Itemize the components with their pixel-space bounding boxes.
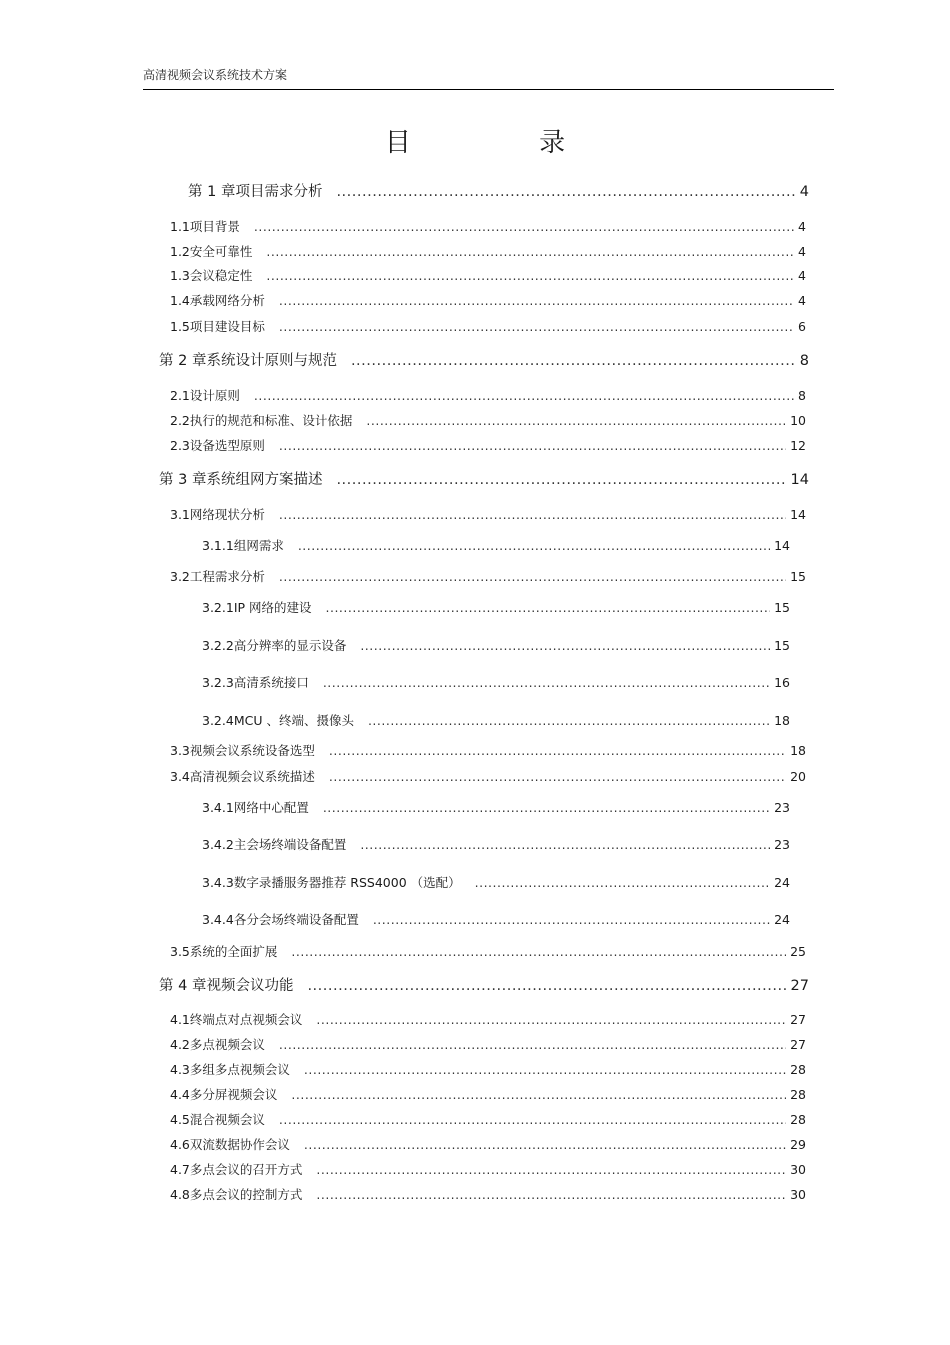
toc-dot-leader	[304, 1137, 786, 1152]
toc-entry-page: 23	[774, 800, 790, 815]
toc-entry-page: 18	[774, 713, 790, 728]
toc-entry-title: 系统组网方案描述	[206, 472, 323, 488]
toc-entry-number: 3.4.2	[202, 837, 234, 852]
toc-entry-page: 28	[790, 1062, 806, 1077]
toc-entry-title: 系统的全面扩展	[189, 944, 278, 959]
toc-dot-leader	[326, 600, 771, 615]
toc-entry-number: 4.2	[170, 1037, 190, 1052]
toc-dot-leader	[279, 507, 786, 522]
toc-entry-number: 1.3	[170, 268, 190, 283]
toc-dot-leader	[323, 800, 770, 815]
toc-dot-leader	[254, 388, 794, 403]
toc-entry-page: 4	[798, 268, 806, 283]
toc-entry-number: 3.2.3	[202, 675, 234, 690]
toc-dot-leader	[329, 769, 786, 784]
toc-dot-leader	[254, 219, 794, 234]
toc-entry-page: 4	[798, 244, 806, 259]
toc-entry-number: 1.2	[170, 244, 190, 259]
toc-entry-page: 24	[774, 912, 790, 927]
toc-entry-page: 20	[790, 769, 806, 784]
toc-entry[interactable]	[202, 711, 790, 729]
toc-dot-leader	[329, 743, 786, 758]
toc-entry-page: 15	[774, 600, 790, 615]
toc-entry-number: 第 2 章	[159, 353, 207, 369]
toc-entry[interactable]	[202, 636, 790, 654]
toc-entry[interactable]	[170, 942, 806, 960]
toc-entry-page: 14	[790, 472, 809, 488]
toc-entry-title: 数字录播服务器推荐 RSS4000 （选配）	[233, 875, 461, 890]
toc-dot-leader	[279, 319, 794, 334]
toc-entry[interactable]	[170, 217, 806, 235]
toc-entry[interactable]	[170, 1060, 806, 1078]
toc-entry-title: 多组多点视频会议	[189, 1062, 290, 1077]
toc-entry-page: 28	[790, 1087, 806, 1102]
toc-entry-page: 23	[774, 837, 790, 852]
toc-entry-number: 3.3	[170, 743, 190, 758]
toc-entry-page: 16	[774, 675, 790, 690]
toc-entry-title: 会议稳定性	[189, 268, 253, 283]
toc-entry-title: 多分屏视频会议	[189, 1087, 278, 1102]
toc-entry[interactable]	[170, 1160, 806, 1178]
toc-entry-title: 执行的规范和标准、设计依据	[189, 413, 353, 428]
toc-entry-title: 高分辨率的显示设备	[233, 638, 347, 653]
toc-entry-number: 第 1 章	[188, 184, 236, 200]
toc-entry[interactable]	[170, 436, 806, 454]
toc-entry-page: 4	[798, 219, 806, 234]
header-rule	[143, 89, 834, 90]
toc-entry-page: 27	[790, 1012, 806, 1027]
toc-entry-title: 高清视频会议系统描述	[189, 769, 315, 784]
toc-entry[interactable]	[170, 1035, 806, 1053]
toc-dot-leader	[316, 1162, 786, 1177]
toc-entry-number: 3.2.4	[202, 713, 234, 728]
toc-entry-page: 29	[790, 1137, 806, 1152]
toc-entry-page: 4	[799, 184, 809, 200]
toc-entry-number: 3.4.1	[202, 800, 234, 815]
toc-entry-page: 8	[799, 353, 809, 369]
toc-entry-page: 25	[790, 944, 806, 959]
toc-entry-title: 网络中心配置	[233, 800, 309, 815]
toc-entry-number: 3.5	[170, 944, 190, 959]
toc-entry[interactable]	[202, 835, 790, 853]
toc-entry-title: 工程需求分析	[189, 569, 265, 584]
toc-entry-number: 4.6	[170, 1137, 190, 1152]
toc-entry[interactable]	[170, 291, 806, 309]
toc-entry-page: 6	[798, 319, 806, 334]
toc-entry-page: 14	[790, 507, 806, 522]
toc-dot-leader	[368, 713, 770, 728]
toc-dot-leader	[323, 675, 770, 690]
toc-dot-leader	[360, 638, 770, 653]
toc-dot-leader	[291, 1087, 786, 1102]
toc-entry[interactable]	[170, 1185, 806, 1203]
toc-entry-page: 8	[798, 388, 806, 403]
toc-entry[interactable]	[202, 873, 790, 891]
toc-entry-title: 系统设计原则与规范	[206, 353, 337, 369]
toc-entry-page: 24	[774, 875, 790, 890]
toc-entry-title: MCU 、终端、摄像头	[233, 713, 354, 728]
toc-entry-number: 3.2.2	[202, 638, 234, 653]
toc-entry-number: 3.4.3	[202, 875, 234, 890]
toc-dot-leader	[475, 875, 770, 890]
toc-dot-leader	[291, 944, 786, 959]
toc-dot-leader	[298, 538, 770, 553]
toc-dot-leader	[316, 1012, 786, 1027]
toc-entry[interactable]	[170, 567, 806, 585]
toc-entry[interactable]	[202, 910, 790, 928]
toc-entry-number: 4.1	[170, 1012, 190, 1027]
toc-entry-page: 27	[790, 1037, 806, 1052]
toc-entry[interactable]	[170, 317, 806, 335]
toc-entry-title: 设计原则	[189, 388, 240, 403]
toc-dot-leader	[279, 1037, 786, 1052]
toc-entry-number: 第 3 章	[159, 472, 207, 488]
toc-entry-title: 各分会场终端设备配置	[233, 912, 359, 927]
toc-dot-leader	[279, 1112, 786, 1127]
toc-entry-title: 组网需求	[233, 538, 284, 553]
toc-dot-leader	[316, 1187, 786, 1202]
toc-entry-number: 第 4 章	[159, 978, 207, 994]
toc-entry-title: 多点会议的召开方式	[189, 1162, 303, 1177]
toc-entry[interactable]	[202, 798, 790, 816]
toc-entry-title: 高清系统接口	[233, 675, 309, 690]
toc-entry-title: 承载网络分析	[189, 293, 265, 308]
toc-title: 目 录	[384, 128, 626, 158]
toc-entry-number: 4.7	[170, 1162, 190, 1177]
toc-entry-number: 1.1	[170, 219, 190, 234]
toc-dot-leader	[307, 978, 786, 994]
toc-entry-title: 双流数据协作会议	[189, 1137, 290, 1152]
toc-entry-number: 1.4	[170, 293, 190, 308]
toc-entry[interactable]	[170, 1010, 806, 1028]
toc-entry-number: 3.2	[170, 569, 190, 584]
toc-entry[interactable]	[159, 349, 809, 370]
toc-entry[interactable]	[170, 386, 806, 404]
toc-entry-number: 1.5	[170, 319, 190, 334]
toc-entry-page: 14	[774, 538, 790, 553]
toc-entry[interactable]	[202, 536, 790, 554]
toc-entry-page: 12	[790, 438, 806, 453]
toc-entry[interactable]	[170, 1110, 806, 1128]
toc-entry[interactable]	[188, 180, 809, 201]
toc-dot-leader	[279, 293, 794, 308]
toc-dot-leader	[373, 912, 770, 927]
toc-entry-number: 4.4	[170, 1087, 190, 1102]
toc-dot-leader	[266, 244, 794, 259]
toc-entry-number: 4.5	[170, 1112, 190, 1127]
toc-entry-title: 项目建设目标	[189, 319, 265, 334]
toc-dot-leader	[279, 569, 786, 584]
toc-entry-title: 项目需求分析	[235, 184, 323, 200]
toc-dot-leader	[304, 1062, 786, 1077]
toc-dot-leader	[336, 184, 795, 200]
running-header: 高清视频会议系统技术方案	[143, 68, 288, 82]
toc-dot-leader	[279, 438, 786, 453]
toc-entry-title: 多点视频会议	[189, 1037, 265, 1052]
toc-entry-title: IP 网络的建设	[233, 600, 312, 615]
toc-dot-leader	[266, 268, 794, 283]
toc-entry-title: 视频会议系统设备选型	[189, 743, 315, 758]
toc-entry-number: 4.8	[170, 1187, 190, 1202]
toc-entry-number: 3.1	[170, 507, 190, 522]
toc-entry[interactable]	[159, 468, 809, 489]
toc-entry-title: 终端点对点视频会议	[189, 1012, 303, 1027]
toc-entry-number: 3.4.4	[202, 912, 234, 927]
toc-entry[interactable]	[202, 598, 790, 616]
toc-entry-page: 28	[790, 1112, 806, 1127]
toc-entry-page: 15	[790, 569, 806, 584]
toc-entry-number: 3.2.1	[202, 600, 234, 615]
toc-entry[interactable]	[170, 505, 806, 523]
toc-entry[interactable]	[202, 673, 790, 691]
toc-entry-title: 设备选型原则	[189, 438, 265, 453]
toc-entry-number: 3.4	[170, 769, 190, 784]
toc-entry[interactable]	[170, 1135, 806, 1153]
toc-entry-title: 主会场终端设备配置	[233, 837, 347, 852]
toc-entry-page: 30	[790, 1187, 806, 1202]
toc-entry[interactable]	[170, 767, 806, 785]
toc-entry[interactable]	[170, 266, 806, 284]
toc-entry-page: 4	[798, 293, 806, 308]
toc-entry-page: 15	[774, 638, 790, 653]
toc-entry-number: 2.2	[170, 413, 190, 428]
toc-entry-page: 18	[790, 743, 806, 758]
toc-entry-page: 10	[790, 413, 806, 428]
toc-entry[interactable]	[170, 411, 806, 429]
toc-entry-title: 视频会议功能	[206, 978, 294, 994]
toc-entry[interactable]	[170, 242, 806, 260]
toc-entry[interactable]	[170, 1085, 806, 1103]
toc-entry[interactable]	[159, 974, 809, 995]
toc-dot-leader	[336, 472, 786, 488]
toc-entry[interactable]	[170, 741, 806, 759]
toc-dot-leader	[360, 837, 770, 852]
toc-entry-number: 4.3	[170, 1062, 190, 1077]
toc-dot-leader	[366, 413, 786, 428]
toc-entry-title: 网络现状分析	[189, 507, 265, 522]
toc-entry-page: 30	[790, 1162, 806, 1177]
toc-dot-leader	[351, 353, 796, 369]
toc-entry-title: 项目背景	[189, 219, 240, 234]
toc-entry-title: 混合视频会议	[189, 1112, 265, 1127]
toc-entry-number: 2.1	[170, 388, 190, 403]
toc-entry-title: 安全可靠性	[189, 244, 253, 259]
toc-entry-number: 2.3	[170, 438, 190, 453]
toc-entry-number: 3.1.1	[202, 538, 234, 553]
toc-entry-page: 27	[790, 978, 809, 994]
toc-entry-title: 多点会议的控制方式	[189, 1187, 303, 1202]
